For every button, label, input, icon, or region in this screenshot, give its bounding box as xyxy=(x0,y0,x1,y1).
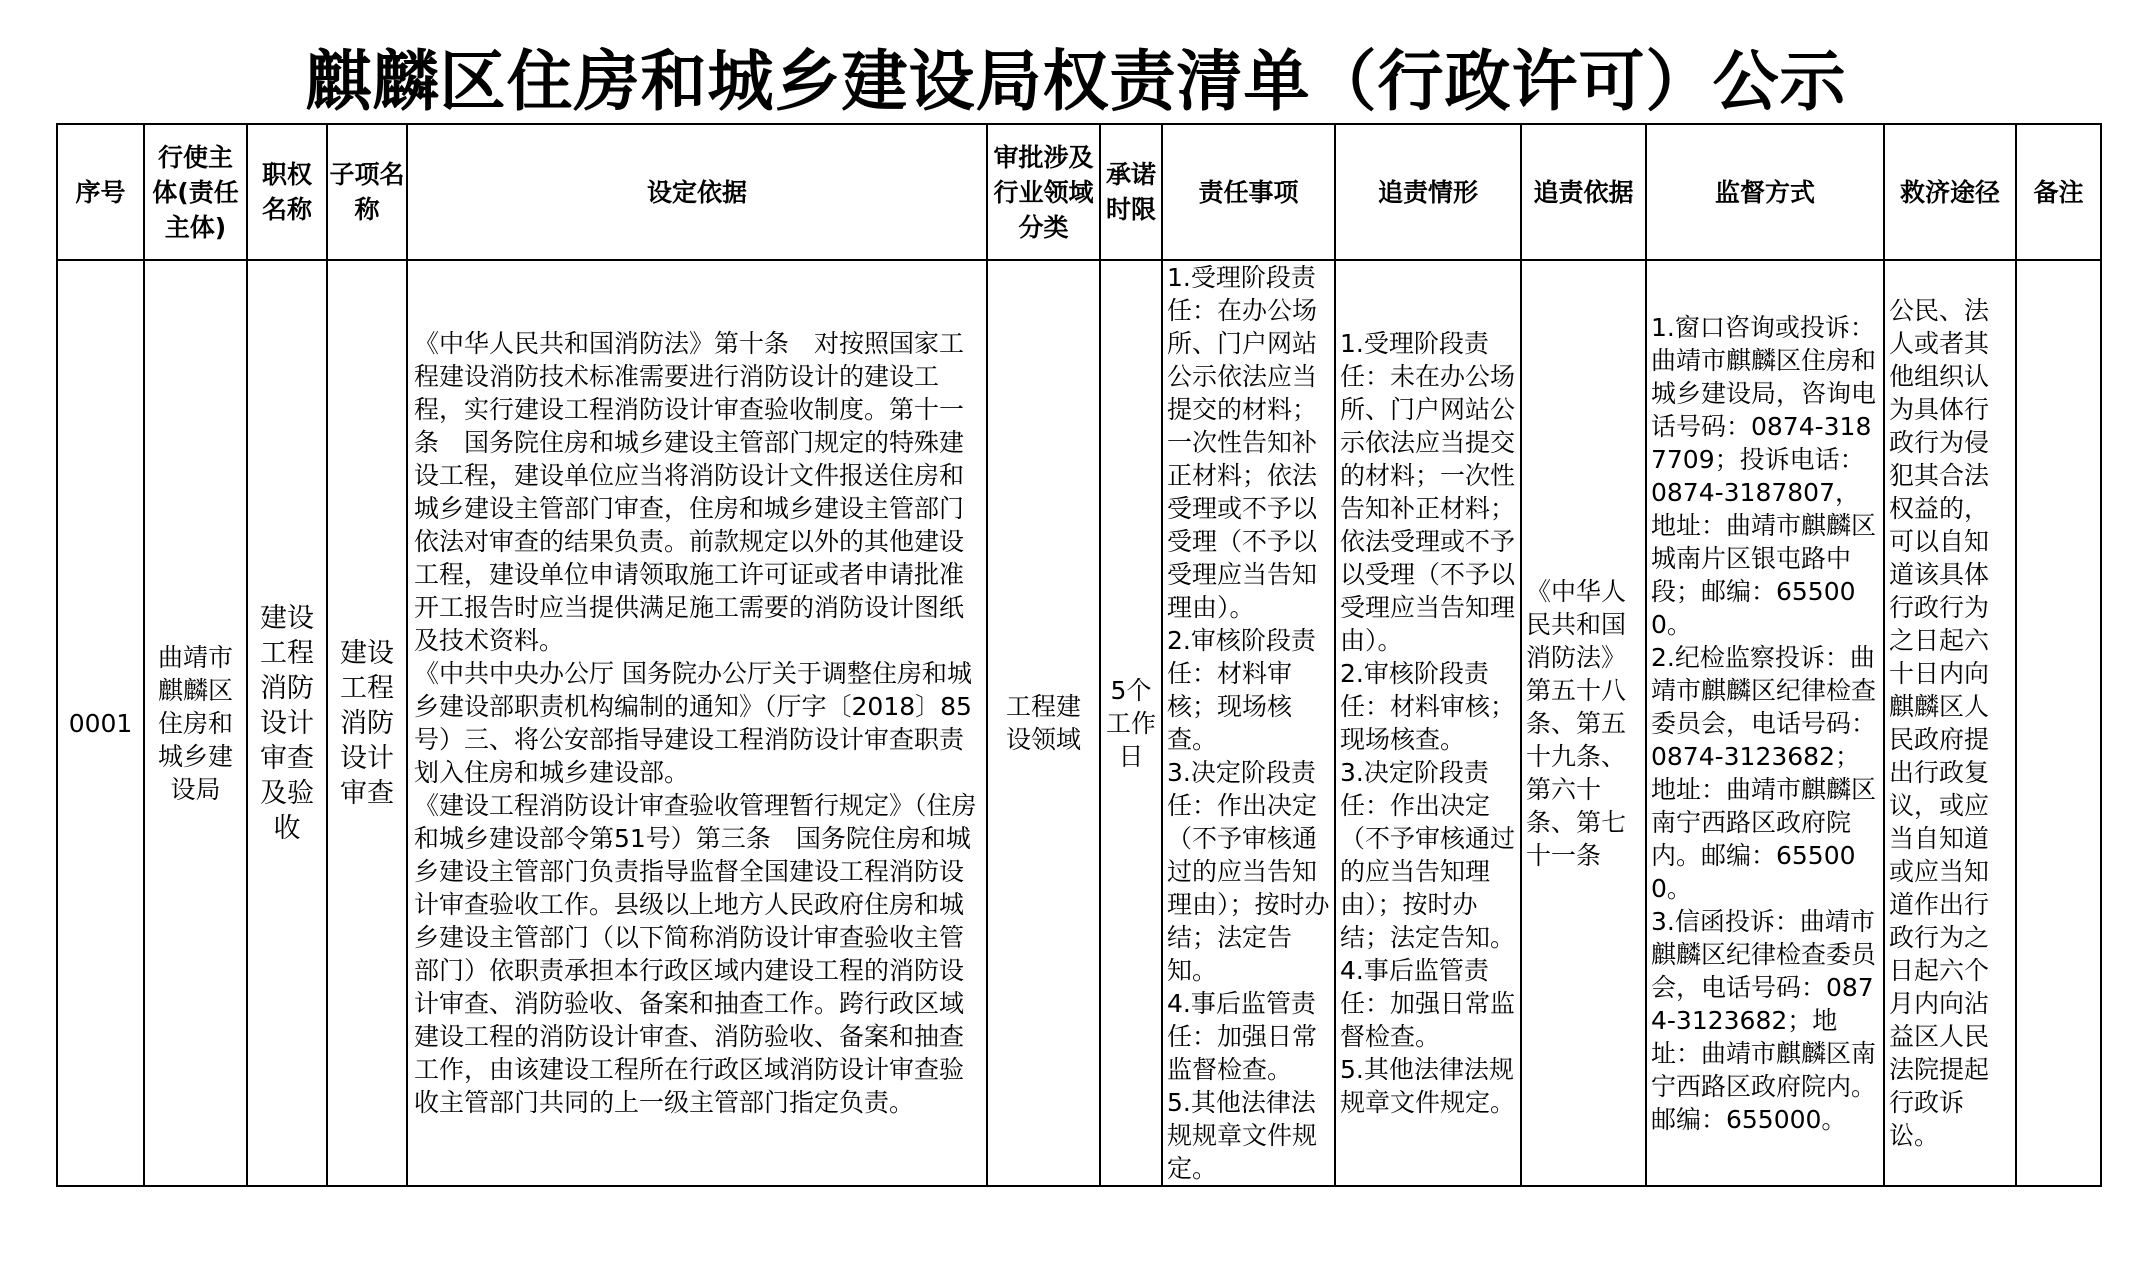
header-subject: 行使主 体(责任 主体) xyxy=(144,124,247,260)
header-sub-item: 子项名 称 xyxy=(327,124,407,260)
header-basis: 设定依据 xyxy=(407,124,987,260)
cell-accountability-cases: 1.受理阶段责任：未在办公场所、门户网站公示依法应当提交的材料；一次性告知补正材料；依法受理或不予以受理（不予以受理应当告知理由）。 2.审核阶段责任：材料审核；现场核查。 3.决定阶段责任：作出决定（不予审核通过的应当告知理由）；按时办结；法定告知。 4.事后监管责任：加强日常监督检查。 5.其他法律法规规章文件规定。 xyxy=(1335,260,1521,1186)
table-row xyxy=(57,260,2101,1186)
header-accountability-basis: 追责依据 xyxy=(1521,124,1646,260)
header-duties: 责任事项 xyxy=(1162,124,1335,260)
cell-time-limit: 5个 工作 日 xyxy=(1100,260,1162,1186)
page-title: 麒麟区住房和城乡建设局权责清单（行政许可）公示 xyxy=(305,43,1847,120)
header-time-limit: 承诺 时限 xyxy=(1100,124,1162,260)
cell-remarks xyxy=(2016,260,2101,1186)
header-supervision: 监督方式 xyxy=(1646,124,1884,260)
header-row xyxy=(57,124,2101,260)
header-accountability-cases: 追责情形 xyxy=(1335,124,1521,260)
power-list-table xyxy=(56,123,2102,1187)
header-power-name: 职权 名称 xyxy=(247,124,327,260)
header-remedy: 救济途径 xyxy=(1884,124,2016,260)
cell-sub-item: 建设 工程 消防 设计 审查 xyxy=(327,260,407,1186)
cell-domain: 工程建 设领域 xyxy=(987,260,1100,1186)
cell-subject: 曲靖市 麒麟区 住房和 城乡建 设局 xyxy=(144,260,247,1186)
header-seq: 序号 xyxy=(57,124,144,260)
cell-seq: 0001 xyxy=(57,260,144,1186)
cell-remedy: 公民、法人或者其他组织认为具体行政行为侵犯其合法权益的，可以自知道该具体行政行为之日起六十日内向麒麟区人民政府提出行政复议，或应当自知道或应当知道作出行政行为之日起六个月内向沾益区人民法院提起行政诉讼。 xyxy=(1884,260,2016,1186)
cell-accountability-basis: 《中华人民共和国消防法》第五十八条、第五十九条、第六十条、第七十一条 xyxy=(1521,260,1646,1186)
cell-basis: 《中华人民共和国消防法》第十条 对按照国家工程建设消防技术标准需要进行消防设计的建设工程，实行建设工程消防设计审查验收制度。第十一条 国务院住房和城乡建设主管部门规定的特殊建设工程，建设单位应当将消防设计文件报送住房和城乡建设主管部门审查，住房和城乡建设主管部门依法对审查的结果负责。前款规定以外的其他建设工程，建设单位申请领取施工许可证或者申请批准开工报告时应当提供满足施工需要的消防设计图纸及技术资料。 《中共中央办公厅 国务院办公厅关于调整住房和城乡建设部职责机构编制的通知》（厅字〔2018〕85号）三、将公安部指导建设工程消防设计审查职责划入住房和城乡建设部。 《建设工程消防设计审查验收管理暂行规定》（住房和城乡建设部令第51号）第三条 国务院住房和城乡建设主管部门负责指导监督全国建设工程消防设计审查验收工作。县级以上地方人民政府住房和城乡建设主管部门（以下简称消防设计审查验收主管部门）依职责承担本行政区域内建设工程的消防设计审查、消防验收、备案和抽查工作。跨行政区域建设工程的消防设计审查、消防验收、备案和抽查工作，由该建设工程所在行政区域消防设计审查验收主管部门共同的上一级主管部门指定负责。 xyxy=(407,260,987,1186)
header-domain: 审批涉及 行业领域 分类 xyxy=(987,124,1100,260)
header-remarks: 备注 xyxy=(2016,124,2101,260)
cell-duties: 1.受理阶段责任：在办公场所、门户网站公示依法应当提交的材料；一次性告知补正材料；依法受理或不予以受理（不予以受理应当告知理由）。 2.审核阶段责任：材料审核；现场核查。 3.决定阶段责任：作出决定（不予审核通过的应当告知理由）；按时办结；法定告知。 4.事后监管责任：加强日常监督检查。 5.其他法律法规规章文件规定。 xyxy=(1162,260,1335,1186)
cell-supervision: 1.窗口咨询或投诉：曲靖市麒麟区住房和城乡建设局，咨询电话号码：0874-3187709；投诉电话：0874-3187807，地址：曲靖市麒麟区城南片区银屯路中段；邮编：655000。 2.纪检监察投诉：曲靖市麒麟区纪律检查委员会，电话号码：0874-3123682；地址：曲靖市麒麟区南宁西路区政府院内。邮编：655000。 3.信函投诉：曲靖市麒麟区纪律检查委员会，电话号码：0874-3123682；地址：曲靖市麒麟区南宁西路区政府院内。邮编：655000。 xyxy=(1646,260,1884,1186)
cell-power-name: 建设 工程 消防 设计 审查 及验 收 xyxy=(247,260,327,1186)
